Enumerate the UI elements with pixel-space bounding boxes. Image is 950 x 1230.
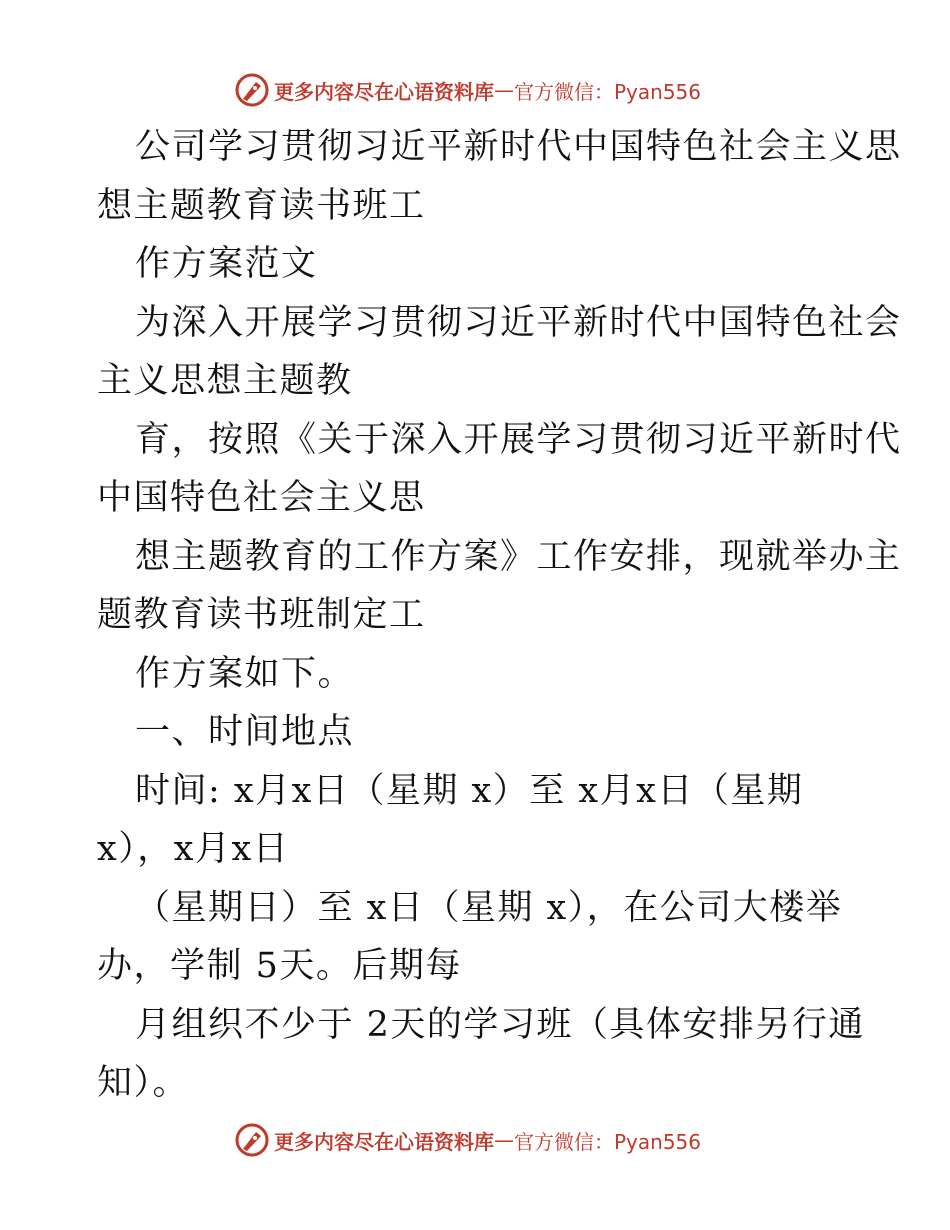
paragraph-line: 为深入开展学习贯彻习近平新时代中国特色社会 xyxy=(135,302,902,343)
paragraph-line: 时间: x月x日（星期 x）至 x月x日（星期 xyxy=(135,770,804,811)
banner-brand-text: 更多内容尽在心语资料库 xyxy=(274,1129,494,1154)
paragraph-line: 题教育读书班制定工 xyxy=(97,595,426,635)
title-line-1: 公司学习贯彻习近平新时代中国特色社会主义思 xyxy=(135,127,902,167)
paragraph-line: 作方案如下。 xyxy=(135,653,355,694)
title-line-2: 想主题教育读书班工 xyxy=(97,185,426,226)
paragraph-line: 月组织不少于 2天的学习班（具体安排另行通 xyxy=(135,1004,865,1045)
paragraph-line: x），x月x日 xyxy=(97,829,290,869)
paragraph-line: 办，学制 5天。后期每 xyxy=(97,946,462,986)
paragraph-line: 主义思想主题教 xyxy=(97,361,353,401)
title-line-3: 作方案范文 xyxy=(135,244,318,284)
banner-dash: — xyxy=(494,78,514,102)
banner-brand-text: 更多内容尽在心语资料库 xyxy=(274,79,494,104)
paragraph-line: （星期日）至 x日（星期 x），在公司大楼举 xyxy=(135,887,843,928)
footer-banner xyxy=(234,1120,714,1160)
pen-nib-logo-icon xyxy=(234,72,270,108)
banner-dash: — xyxy=(494,1128,514,1152)
header-banner xyxy=(234,70,714,110)
paragraph-line: 想主题教育的工作方案》工作安排，现就举办主 xyxy=(135,536,902,577)
section-heading: 一、时间地点 xyxy=(135,712,355,752)
pen-nib-logo-icon xyxy=(234,1122,270,1158)
banner-wechat-text: 官方微信：Pyan556 xyxy=(514,79,702,104)
paragraph-line: 中国特色社会主义思 xyxy=(97,478,426,518)
paragraph-line: 知）。 xyxy=(97,1063,190,1103)
banner-wechat-text: 官方微信：Pyan556 xyxy=(514,1129,702,1154)
paragraph-line: 育，按照《关于深入开展学习贯彻习近平新时代 xyxy=(135,419,902,460)
document-body xyxy=(97,118,902,1113)
